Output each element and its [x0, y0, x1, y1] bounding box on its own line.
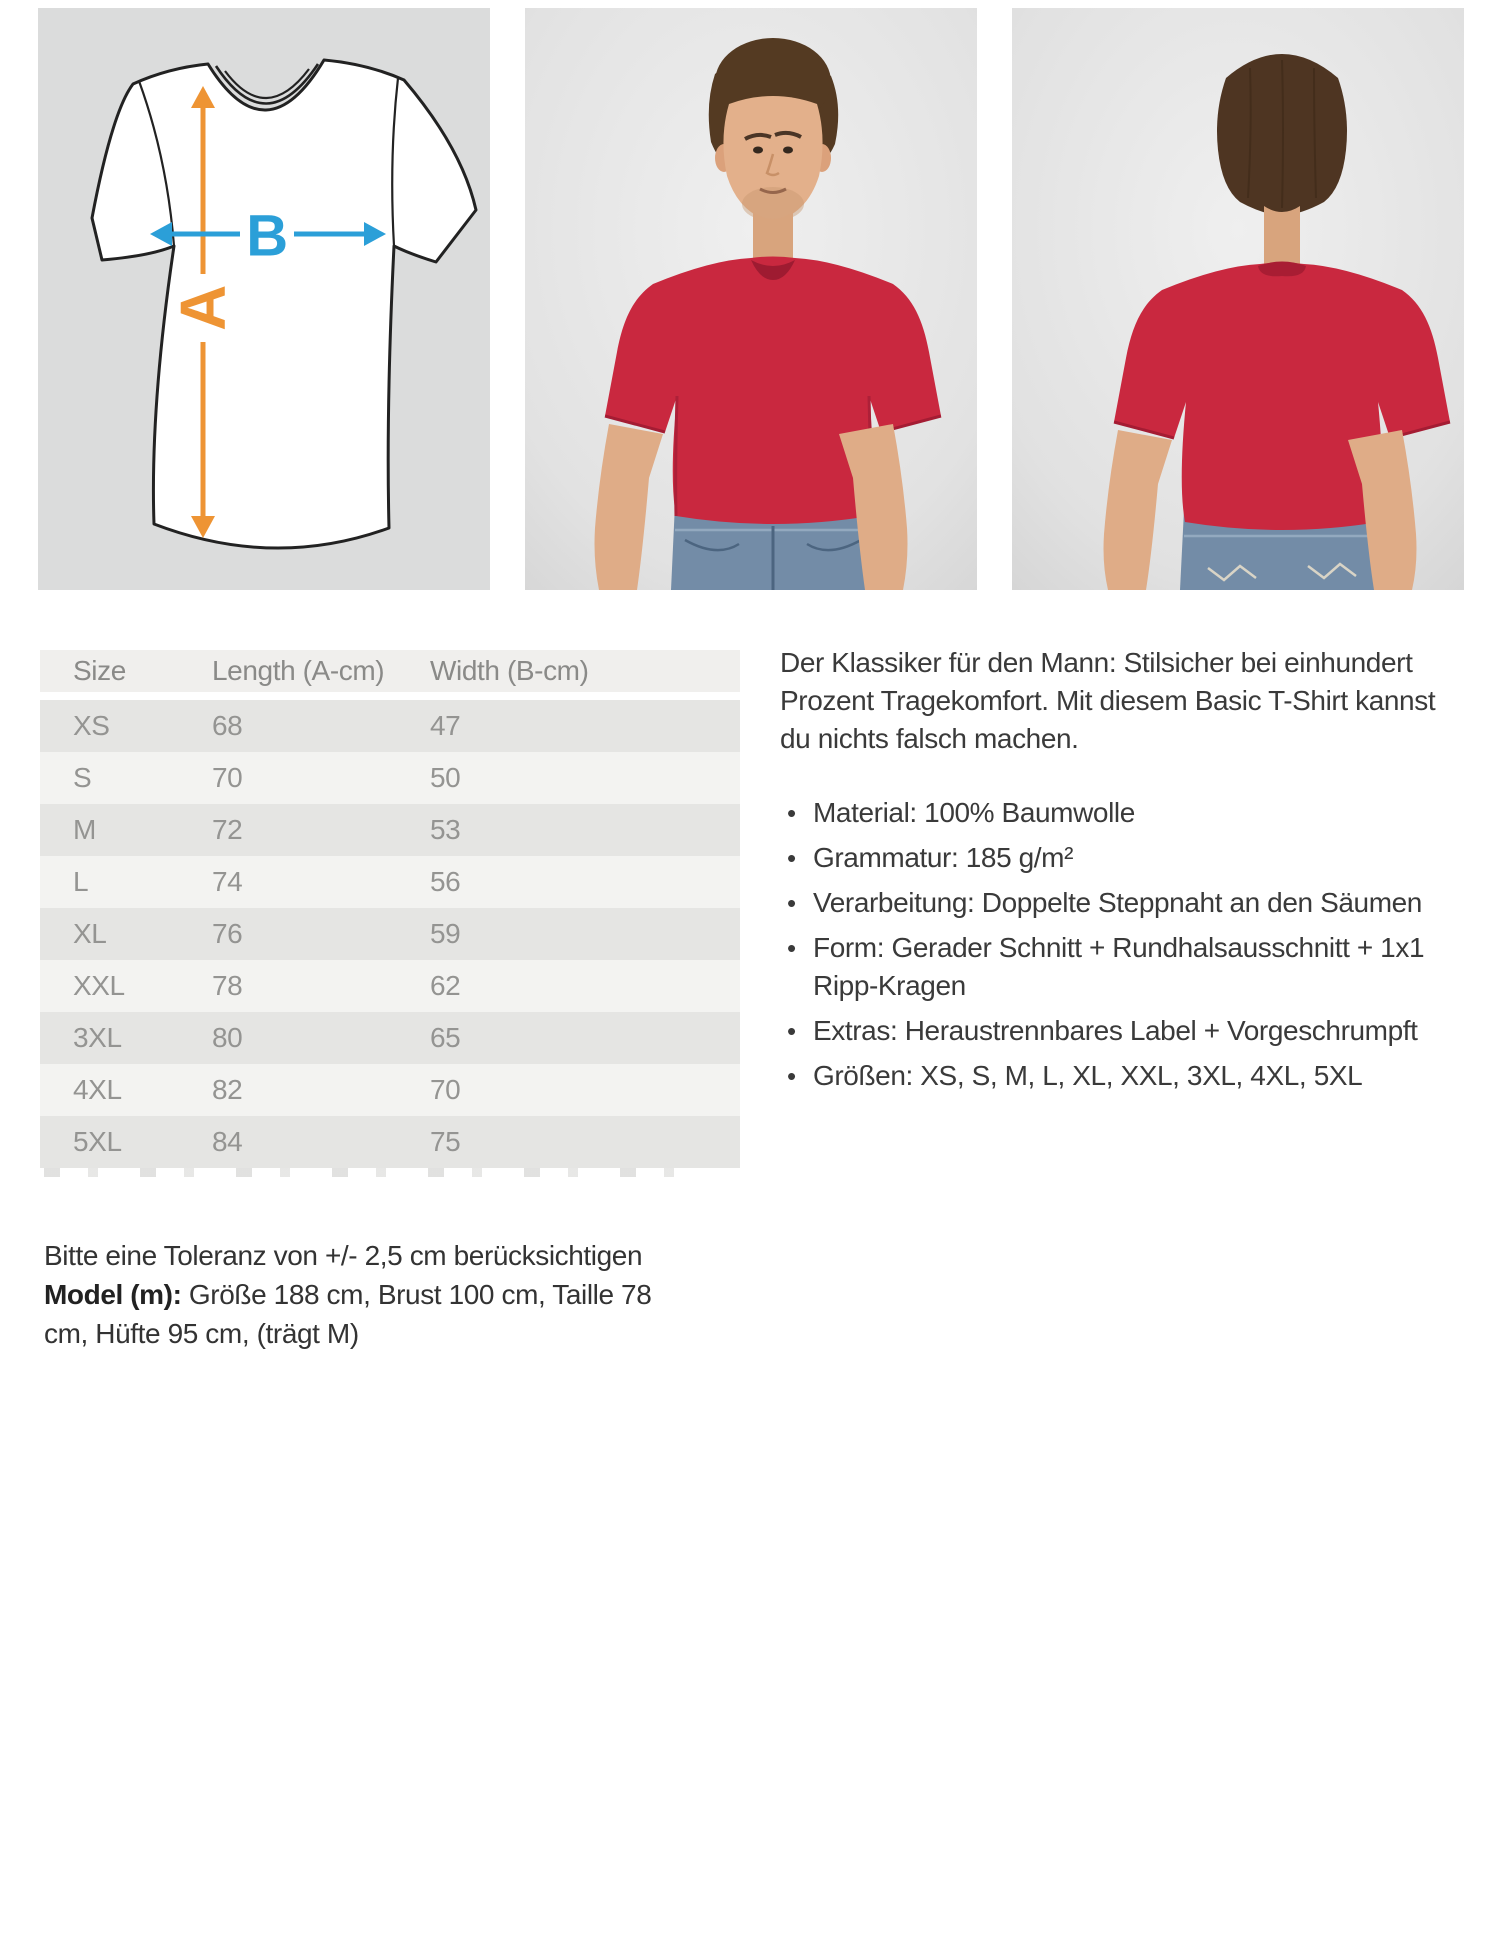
cell-size: XXL: [73, 970, 125, 1001]
cell-size: 3XL: [73, 1022, 122, 1053]
feature-item: • Größen: XS, S, M, L, XL, XXL, 3XL, 4XL, 5XL: [780, 1057, 1460, 1095]
measure-label-a: A: [167, 285, 239, 331]
table-row: [40, 856, 740, 908]
cell-width: 65: [430, 1022, 461, 1053]
cell-width: 53: [430, 814, 461, 845]
cell-width: 70: [430, 1074, 461, 1105]
description-intro: Der Klassiker für den Mann: Stilsicher bei einhundert Prozent Tragekomfort. Mit diesem Basic T-Shirt kannst du nichts falsch machen.: [780, 647, 1436, 754]
col-header-width: Width (B-cm): [430, 655, 589, 686]
cell-length: 82: [212, 1074, 243, 1105]
feature-item: • Extras: Heraustrennbares Label + Vorgeschrumpft: [780, 1012, 1460, 1050]
cell-width: 50: [430, 762, 461, 793]
col-header-size: Size: [73, 655, 126, 686]
col-header-length: Length (A-cm): [212, 655, 385, 686]
table-row: [40, 804, 740, 856]
model-back-illustration: [1012, 8, 1464, 590]
product-description: [780, 644, 1460, 1102]
table-clipped-row-artifact: [44, 1168, 694, 1177]
cell-length: 74: [212, 866, 243, 897]
cell-length: 68: [212, 710, 243, 741]
cell-width: 47: [430, 710, 461, 741]
measurement-notes: [44, 1236, 684, 1353]
size-table-header: [40, 650, 740, 692]
size-table-body: [40, 700, 740, 1168]
cell-length: 84: [212, 1126, 243, 1157]
cell-size: 5XL: [73, 1126, 122, 1157]
cell-width: 59: [430, 918, 461, 949]
feature-list: [780, 794, 1460, 1095]
cell-size: XL: [73, 918, 107, 949]
tshirt-measure-sketch: [38, 8, 490, 590]
model-info: [44, 1275, 684, 1353]
cell-size: S: [73, 762, 92, 793]
cell-length: 78: [212, 970, 243, 1001]
model-photo-back: [1012, 8, 1464, 590]
cell-width: 75: [430, 1126, 461, 1157]
tolerance-note: Bitte eine Toleranz von +/- 2,5 cm berücksichtigen: [44, 1240, 643, 1271]
model-head-back: [1217, 54, 1347, 216]
cell-size: 4XL: [73, 1074, 122, 1105]
table-row: [40, 752, 740, 804]
cell-size: M: [73, 814, 96, 845]
table-row: [40, 1012, 740, 1064]
table-row: [40, 1116, 740, 1168]
feature-item: • Form: Gerader Schnitt + Rundhalsausschnitt + 1x1 Ripp-Kragen: [780, 929, 1460, 1005]
measure-label-b: B: [246, 203, 288, 269]
table-row: [40, 908, 740, 960]
table-row: [40, 960, 740, 1012]
table-row: [40, 700, 740, 752]
model-info-text: Größe 188 cm, Brust 100 cm, Taille 78 cm, Hüfte 95 cm, (trägt M): [44, 1279, 652, 1349]
table-row: [40, 1064, 740, 1116]
cell-length: 80: [212, 1022, 243, 1053]
feature-item: • Grammatur: 185 g/m²: [780, 839, 1460, 877]
cell-width: 62: [430, 970, 461, 1001]
cell-length: 72: [212, 814, 243, 845]
collar-back: [1258, 262, 1306, 277]
model-info-label: Model (m):: [44, 1279, 182, 1310]
model-photo-front: [525, 8, 977, 590]
feature-item: • Material: 100% Baumwolle: [780, 794, 1460, 832]
cell-length: 70: [212, 762, 243, 793]
size-chart-diagram: [38, 8, 490, 590]
size-table: [40, 650, 740, 1168]
model-front-illustration: [525, 8, 977, 590]
feature-item: • Verarbeitung: Doppelte Steppnaht an den Säumen: [780, 884, 1460, 922]
cell-width: 56: [430, 866, 461, 897]
cell-size: L: [73, 866, 89, 897]
cell-size: XS: [73, 710, 110, 741]
cell-length: 76: [212, 918, 243, 949]
